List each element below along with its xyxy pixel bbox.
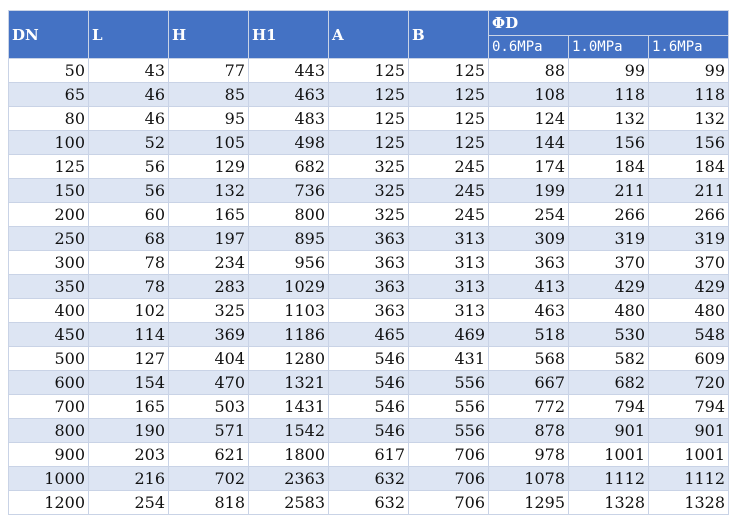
table-row <box>9 299 729 323</box>
table-row <box>9 323 729 347</box>
cell-l: 165 <box>89 395 169 419</box>
cell-phi-d-0-6mpa: 667 <box>489 371 569 395</box>
cell-dn: 150 <box>9 179 89 203</box>
cell-b: 706 <box>409 467 489 491</box>
cell-h: 234 <box>169 251 249 275</box>
header-a: A <box>329 11 409 59</box>
cell-phi-d-1-0mpa: 118 <box>569 83 649 107</box>
cell-phi-d-0-6mpa: 124 <box>489 107 569 131</box>
cell-l: 46 <box>89 83 169 107</box>
cell-dn: 125 <box>9 155 89 179</box>
table-row <box>9 491 729 515</box>
cell-phi-d-1-0mpa: 211 <box>569 179 649 203</box>
cell-h1: 463 <box>249 83 329 107</box>
cell-a: 363 <box>329 251 409 275</box>
cell-h: 283 <box>169 275 249 299</box>
header-h: H <box>169 11 249 59</box>
table-row <box>9 467 729 491</box>
cell-l: 46 <box>89 107 169 131</box>
cell-l: 56 <box>89 155 169 179</box>
cell-a: 325 <box>329 203 409 227</box>
cell-h1: 1321 <box>249 371 329 395</box>
cell-l: 127 <box>89 347 169 371</box>
cell-dn: 250 <box>9 227 89 251</box>
cell-h1: 1103 <box>249 299 329 323</box>
cell-phi-d-0-6mpa: 144 <box>489 131 569 155</box>
table-body <box>9 59 729 515</box>
cell-phi-d-1-0mpa: 370 <box>569 251 649 275</box>
cell-l: 78 <box>89 251 169 275</box>
cell-dn: 300 <box>9 251 89 275</box>
cell-b: 556 <box>409 371 489 395</box>
cell-l: 203 <box>89 443 169 467</box>
cell-dn: 1000 <box>9 467 89 491</box>
cell-phi-d-0-6mpa: 772 <box>489 395 569 419</box>
cell-phi-d-0-6mpa: 254 <box>489 203 569 227</box>
cell-h: 621 <box>169 443 249 467</box>
cell-h1: 443 <box>249 59 329 83</box>
cell-l: 190 <box>89 419 169 443</box>
cell-phi-d-1-6mpa: 548 <box>649 323 729 347</box>
cell-b: 469 <box>409 323 489 347</box>
header-h1: H1 <box>249 11 329 59</box>
cell-h: 571 <box>169 419 249 443</box>
cell-a: 125 <box>329 83 409 107</box>
cell-h1: 1800 <box>249 443 329 467</box>
cell-h1: 736 <box>249 179 329 203</box>
cell-h: 95 <box>169 107 249 131</box>
cell-a: 546 <box>329 347 409 371</box>
cell-h: 470 <box>169 371 249 395</box>
cell-h: 77 <box>169 59 249 83</box>
table-row <box>9 275 729 299</box>
table-header <box>9 11 729 59</box>
cell-h1: 895 <box>249 227 329 251</box>
cell-b: 245 <box>409 179 489 203</box>
table-row <box>9 155 729 179</box>
cell-a: 617 <box>329 443 409 467</box>
cell-a: 632 <box>329 491 409 515</box>
dimension-table <box>8 10 729 515</box>
table-row <box>9 251 729 275</box>
header-b: B <box>409 11 489 59</box>
cell-phi-d-1-6mpa: 184 <box>649 155 729 179</box>
cell-phi-d-1-6mpa: 720 <box>649 371 729 395</box>
cell-phi-d-1-0mpa: 530 <box>569 323 649 347</box>
header-phi-d: ΦD <box>489 11 729 36</box>
cell-a: 125 <box>329 131 409 155</box>
header-l: L <box>89 11 169 59</box>
cell-phi-d-1-6mpa: 211 <box>649 179 729 203</box>
table-row <box>9 371 729 395</box>
cell-phi-d-1-0mpa: 429 <box>569 275 649 299</box>
cell-l: 52 <box>89 131 169 155</box>
cell-phi-d-0-6mpa: 88 <box>489 59 569 83</box>
cell-phi-d-0-6mpa: 568 <box>489 347 569 371</box>
cell-l: 68 <box>89 227 169 251</box>
cell-l: 56 <box>89 179 169 203</box>
cell-phi-d-1-0mpa: 1001 <box>569 443 649 467</box>
cell-a: 125 <box>329 107 409 131</box>
cell-h1: 800 <box>249 203 329 227</box>
cell-h: 503 <box>169 395 249 419</box>
cell-b: 313 <box>409 227 489 251</box>
cell-a: 546 <box>329 395 409 419</box>
cell-dn: 600 <box>9 371 89 395</box>
cell-phi-d-1-6mpa: 609 <box>649 347 729 371</box>
cell-dn: 800 <box>9 419 89 443</box>
cell-h1: 1186 <box>249 323 329 347</box>
cell-h: 105 <box>169 131 249 155</box>
cell-phi-d-1-0mpa: 99 <box>569 59 649 83</box>
cell-h1: 1542 <box>249 419 329 443</box>
cell-b: 125 <box>409 83 489 107</box>
cell-b: 125 <box>409 107 489 131</box>
cell-dn: 50 <box>9 59 89 83</box>
header-pressure-1-6: 1.6MPa <box>649 36 729 59</box>
cell-h1: 498 <box>249 131 329 155</box>
table-row <box>9 179 729 203</box>
cell-phi-d-1-6mpa: 794 <box>649 395 729 419</box>
cell-phi-d-1-6mpa: 370 <box>649 251 729 275</box>
cell-b: 313 <box>409 275 489 299</box>
table-row <box>9 59 729 83</box>
cell-phi-d-1-0mpa: 901 <box>569 419 649 443</box>
table-row <box>9 443 729 467</box>
cell-dn: 1200 <box>9 491 89 515</box>
cell-phi-d-1-0mpa: 480 <box>569 299 649 323</box>
cell-l: 254 <box>89 491 169 515</box>
cell-phi-d-1-6mpa: 480 <box>649 299 729 323</box>
cell-h: 165 <box>169 203 249 227</box>
cell-phi-d-0-6mpa: 463 <box>489 299 569 323</box>
cell-phi-d-1-0mpa: 582 <box>569 347 649 371</box>
cell-phi-d-1-6mpa: 1001 <box>649 443 729 467</box>
cell-a: 546 <box>329 371 409 395</box>
cell-dn: 350 <box>9 275 89 299</box>
cell-h: 404 <box>169 347 249 371</box>
cell-h1: 2583 <box>249 491 329 515</box>
table-row <box>9 395 729 419</box>
cell-b: 313 <box>409 299 489 323</box>
cell-phi-d-1-6mpa: 1112 <box>649 467 729 491</box>
cell-phi-d-0-6mpa: 1295 <box>489 491 569 515</box>
table-row <box>9 83 729 107</box>
header-row-top <box>9 11 729 36</box>
cell-b: 706 <box>409 443 489 467</box>
cell-a: 363 <box>329 275 409 299</box>
table-row <box>9 107 729 131</box>
cell-h1: 682 <box>249 155 329 179</box>
cell-phi-d-0-6mpa: 413 <box>489 275 569 299</box>
cell-l: 60 <box>89 203 169 227</box>
cell-h: 129 <box>169 155 249 179</box>
cell-phi-d-0-6mpa: 518 <box>489 323 569 347</box>
cell-h: 85 <box>169 83 249 107</box>
cell-h1: 1280 <box>249 347 329 371</box>
cell-l: 102 <box>89 299 169 323</box>
table-row <box>9 347 729 371</box>
cell-h: 818 <box>169 491 249 515</box>
cell-phi-d-1-0mpa: 266 <box>569 203 649 227</box>
cell-dn: 400 <box>9 299 89 323</box>
cell-l: 114 <box>89 323 169 347</box>
cell-dn: 500 <box>9 347 89 371</box>
cell-l: 43 <box>89 59 169 83</box>
cell-phi-d-1-6mpa: 99 <box>649 59 729 83</box>
table-row <box>9 203 729 227</box>
cell-phi-d-1-0mpa: 1328 <box>569 491 649 515</box>
cell-phi-d-0-6mpa: 174 <box>489 155 569 179</box>
cell-phi-d-1-6mpa: 118 <box>649 83 729 107</box>
cell-phi-d-0-6mpa: 978 <box>489 443 569 467</box>
cell-phi-d-1-6mpa: 156 <box>649 131 729 155</box>
cell-h1: 1029 <box>249 275 329 299</box>
cell-dn: 700 <box>9 395 89 419</box>
cell-h1: 1431 <box>249 395 329 419</box>
cell-a: 465 <box>329 323 409 347</box>
cell-phi-d-1-6mpa: 901 <box>649 419 729 443</box>
cell-phi-d-1-6mpa: 266 <box>649 203 729 227</box>
cell-dn: 65 <box>9 83 89 107</box>
cell-b: 556 <box>409 419 489 443</box>
cell-b: 125 <box>409 59 489 83</box>
header-dn: DN <box>9 11 89 59</box>
cell-h: 132 <box>169 179 249 203</box>
cell-l: 154 <box>89 371 169 395</box>
cell-h: 325 <box>169 299 249 323</box>
dimension-table-container <box>8 10 729 515</box>
cell-b: 706 <box>409 491 489 515</box>
cell-b: 125 <box>409 131 489 155</box>
cell-a: 325 <box>329 179 409 203</box>
cell-a: 363 <box>329 227 409 251</box>
cell-phi-d-1-0mpa: 132 <box>569 107 649 131</box>
cell-phi-d-1-0mpa: 794 <box>569 395 649 419</box>
cell-dn: 100 <box>9 131 89 155</box>
cell-phi-d-1-0mpa: 156 <box>569 131 649 155</box>
cell-a: 363 <box>329 299 409 323</box>
cell-phi-d-1-0mpa: 319 <box>569 227 649 251</box>
cell-b: 556 <box>409 395 489 419</box>
table-row <box>9 419 729 443</box>
cell-phi-d-1-0mpa: 682 <box>569 371 649 395</box>
cell-dn: 200 <box>9 203 89 227</box>
cell-a: 125 <box>329 59 409 83</box>
cell-a: 325 <box>329 155 409 179</box>
cell-dn: 450 <box>9 323 89 347</box>
cell-phi-d-0-6mpa: 363 <box>489 251 569 275</box>
table-row <box>9 227 729 251</box>
cell-phi-d-1-0mpa: 1112 <box>569 467 649 491</box>
cell-phi-d-1-6mpa: 1328 <box>649 491 729 515</box>
cell-phi-d-1-6mpa: 132 <box>649 107 729 131</box>
cell-phi-d-0-6mpa: 108 <box>489 83 569 107</box>
cell-phi-d-0-6mpa: 309 <box>489 227 569 251</box>
cell-h1: 2363 <box>249 467 329 491</box>
header-pressure-1-0: 1.0MPa <box>569 36 649 59</box>
cell-phi-d-1-0mpa: 184 <box>569 155 649 179</box>
cell-b: 313 <box>409 251 489 275</box>
cell-a: 632 <box>329 467 409 491</box>
cell-phi-d-1-6mpa: 319 <box>649 227 729 251</box>
table-row <box>9 131 729 155</box>
cell-h: 197 <box>169 227 249 251</box>
cell-dn: 80 <box>9 107 89 131</box>
cell-b: 431 <box>409 347 489 371</box>
cell-b: 245 <box>409 203 489 227</box>
cell-phi-d-0-6mpa: 199 <box>489 179 569 203</box>
cell-b: 245 <box>409 155 489 179</box>
cell-phi-d-0-6mpa: 1078 <box>489 467 569 491</box>
cell-h: 369 <box>169 323 249 347</box>
cell-l: 78 <box>89 275 169 299</box>
cell-a: 546 <box>329 419 409 443</box>
cell-l: 216 <box>89 467 169 491</box>
cell-phi-d-0-6mpa: 878 <box>489 419 569 443</box>
cell-h1: 956 <box>249 251 329 275</box>
cell-dn: 900 <box>9 443 89 467</box>
header-pressure-0-6: 0.6MPa <box>489 36 569 59</box>
cell-h1: 483 <box>249 107 329 131</box>
cell-phi-d-1-6mpa: 429 <box>649 275 729 299</box>
cell-h: 702 <box>169 467 249 491</box>
